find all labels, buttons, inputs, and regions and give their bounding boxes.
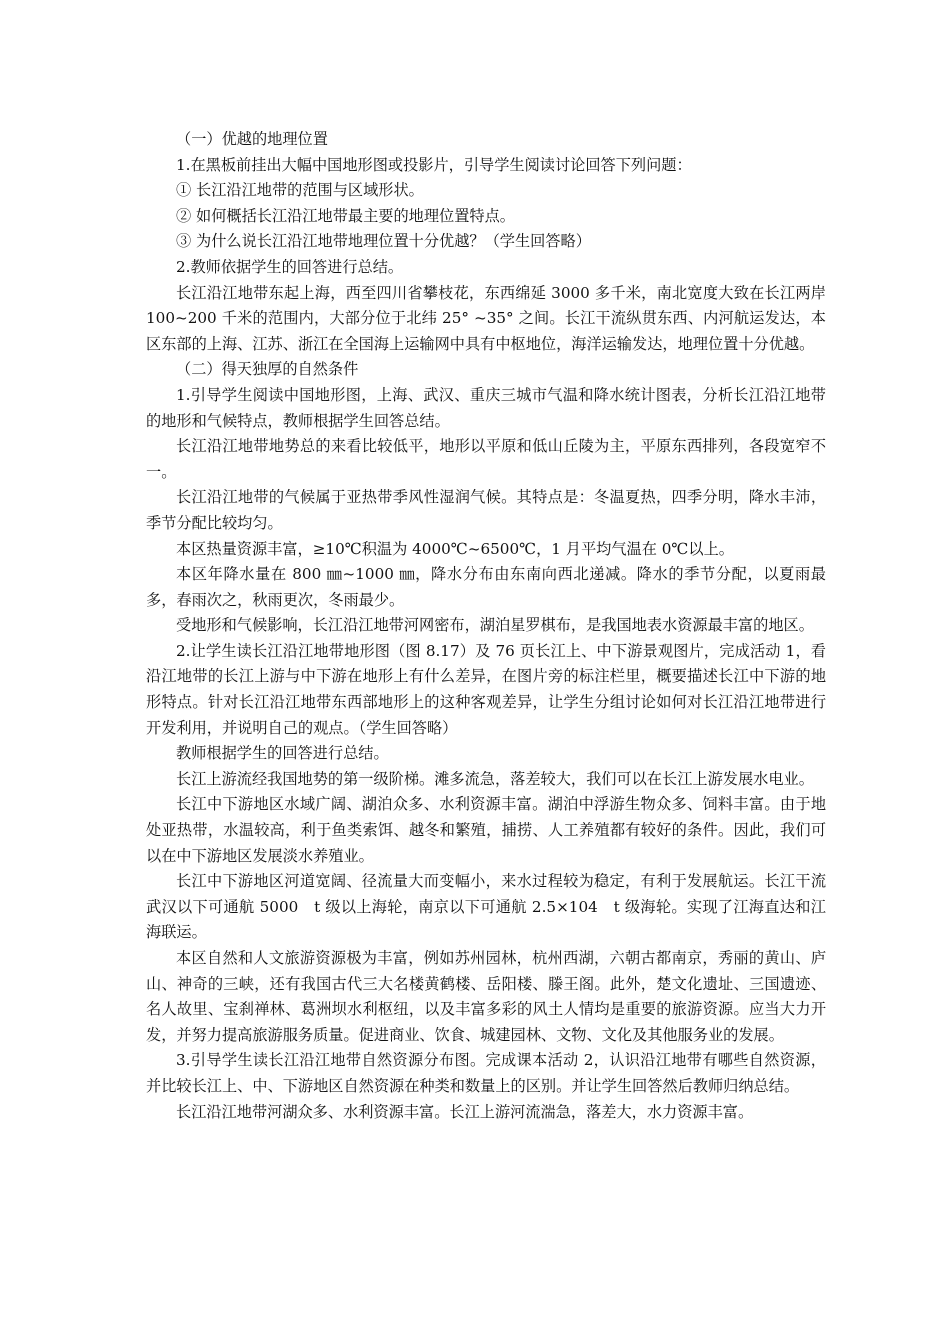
question-2: ② 如何概括长江沿江地带最主要的地理位置特点。 <box>176 206 515 225</box>
question-3: ③ 为什么说长江沿江地带地理位置十分优越？（学生回答略） <box>176 232 591 251</box>
paragraph-middle-lower-fishery: 长江中下游地区水域广阔、湖泊众多、水利资源丰富。湖泊中浮游生物众多、饲料丰富。由于地处亚热带，水温较高，利于鱼类索饵、越冬和繁殖，捕捞、人工养殖都有较好的条件。因此，我们可以在中下游地区发展淡水养殖业。 <box>146 795 826 865</box>
paragraph-teacher-summary: 教师根据学生的回答进行总结。 <box>176 744 389 763</box>
paragraph-upper-reaches: 长江上游流经我国地势的第一级阶梯。滩多流急，落差较大，我们可以在长江上游发展水电业。 <box>176 769 814 788</box>
paragraph-guide-terrain: 1.引导学生阅读中国地形图，上海、武汉、重庆三城市气温和降水统计图表，分析长江沿江地带的地形和气候特点，教师根据学生回答总结。 <box>146 385 826 430</box>
paragraph-heat: 本区热量资源丰富，≥10℃积温为 4000℃~6500℃，1 月平均气温在 0℃以上。 <box>176 539 734 558</box>
paragraph-location-summary: 长江沿江地带东起上海，西至四川省攀枝花，东西绵延 3000 多千米，南北宽度大致在长江两岸 100~200 千米的范围内，大部分位于北纬 25° ~35° 之间。长江干流纵贯东西、内河航运发达，本区东部的上海、江苏、浙江在全国海上运输网中具有中枢地位，海洋运输发达，地理位置十分优越。 <box>146 283 826 353</box>
question-1: ① 长江沿江地带的范围与区域形状。 <box>176 181 424 200</box>
paragraph-activity-1: 2.让学生读长江沿江地带地形图（图 8.17）及 76 页长江上、中下游景观图片，完成活动 1，看沿江地带的长江上游与中下游在地形上有什么差异，在图片旁的标注栏里，概要描述长江中下游的地形特点。针对长江沿江地带东西部地形上的这种客观差异，让学生分组讨论如何对长江沿江地带进行开发利用，并说明自己的观点。（学生回答略） <box>146 641 826 737</box>
paragraph-rivers: 受地形和气候影响，长江沿江地带河网密布，湖泊星罗棋布，是我国地表水资源最丰富的地区。 <box>176 616 814 635</box>
paragraph-terrain: 长江沿江地带地势总的来看比较低平，地形以平原和低山丘陵为主，平原东西排列，各段宽窄不一。 <box>146 437 826 481</box>
section-heading-location: （一）优越的地理位置 <box>176 130 328 148</box>
paragraph-climate: 长江沿江地带的气候属于亚热带季风性湿润气候。其特点是：冬温夏热，四季分明，降水丰沛，季节分配比较均匀。 <box>146 488 826 532</box>
paragraph-step-2: 2.教师依据学生的回答进行总结。 <box>176 257 404 276</box>
paragraph-resources: 长江沿江地带河湖众多、水利资源丰富。长江上游河流湍急，落差大，水力资源丰富。 <box>176 1102 754 1121</box>
paragraph-tourism: 本区自然和人文旅游资源极为丰富，例如苏州园林，杭州西湖，六朝古都南京，秀丽的黄山、庐山、神奇的三峡，还有我国古代三大名楼黄鹤楼、岳阳楼、滕王阁。此外，楚文化遗址、三国遗迹、名人故里、宝刹禅林、葛洲坝水利枢纽，以及丰富多彩的风土人情均是重要的旅游资源。应当大力开发，并努力提高旅游服务质量。促进商业、饮食、城建园林、文物、文化及其他服务业的发展。 <box>146 949 826 1044</box>
paragraph-precipitation: 本区年降水量在 800 ㎜~1000 ㎜，降水分布由东南向西北递减。降水的季节分配，以夏雨最多，春雨次之，秋雨更次，冬雨最少。 <box>146 565 826 609</box>
section-heading-natural-conditions: （二）得天独厚的自然条件 <box>176 360 359 379</box>
paragraph-activity-2: 3.引导学生读长江沿江地带自然资源分布图。完成课本活动 2，认识沿江地带有哪些自然资源，并比较长江上、中、下游地区自然资源在种类和数量上的区别。并让学生回答然后教师归纳总结。 <box>146 1051 826 1095</box>
document-body <box>146 127 826 1125</box>
paragraph-shipping: 长江中下游地区河道宽阔、径流量大而变幅小，来水过程较为稳定，有利于发展航运。长江干流武汉以下可通航 5000 t 级以上海轮，南京以下可通航 2.5×104 t 级海轮。实现了江海直达和江海联运。 <box>146 872 826 942</box>
paragraph-step-1: 1.在黑板前挂出大幅中国地形图或投影片，引导学生阅读讨论回答下列问题： <box>176 155 692 174</box>
